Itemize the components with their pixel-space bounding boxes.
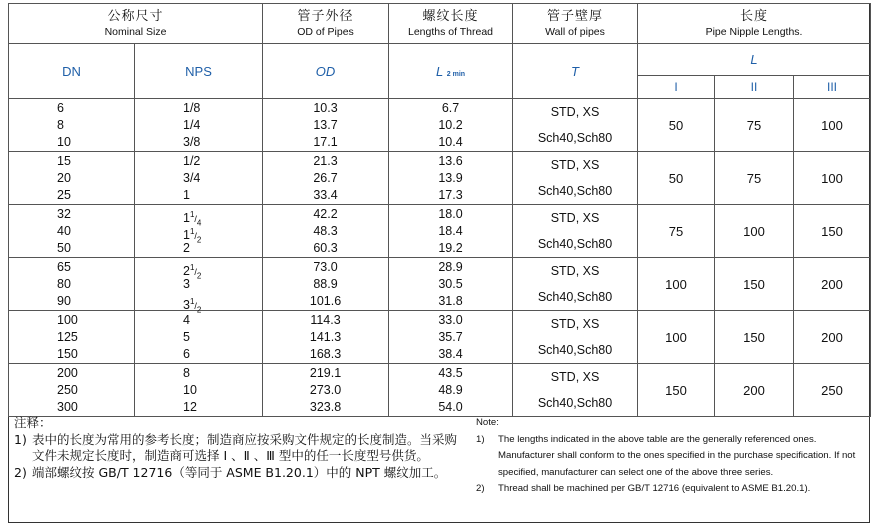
nps-cell-value: 8 (183, 365, 190, 380)
length-type-1-cell: 150 (638, 364, 715, 417)
nps-fraction-slash: / (194, 266, 197, 277)
type-1-header: I (638, 76, 715, 99)
nps-cell (135, 364, 263, 417)
nps-symbol: NPS (135, 44, 263, 99)
od-cell-value: 88.9 (313, 276, 338, 291)
length-type-1-cell: 100 (638, 258, 715, 311)
t-symbol-text: T (571, 63, 579, 79)
wall-value: STD, XS (550, 211, 600, 225)
od-cell-value: 26.7 (313, 170, 338, 185)
od-en: OD of Pipes (297, 26, 354, 38)
dn-cell-value: 300 (57, 399, 78, 414)
pipe-nipple-table (8, 3, 871, 417)
nps-cell-value: 3/4 (183, 170, 201, 185)
notes-section (8, 413, 870, 523)
t-symbol (513, 44, 638, 99)
wall-value: STD, XS (550, 264, 600, 278)
notes-zh-item-2-num: 2) (14, 464, 27, 480)
nps-fraction-numerator: 1 (189, 296, 195, 306)
l2-subscript: 2 min (446, 70, 466, 78)
nps-cell-value: 1/4 (183, 117, 201, 132)
length-type-3-cell: 100 (794, 152, 871, 205)
wall-value: Sch40,Sch80 (537, 343, 613, 357)
length-type-2-cell: 200 (715, 364, 794, 417)
od-cell-value: 10.3 (313, 100, 338, 115)
nps-cell-value: 1 (183, 187, 190, 202)
wall-cell (513, 258, 638, 311)
notes-en-item-1-text: The lengths indicated in the above table are the generally referenced ones. Manufacturer shall conform to the ones specified in the purchase specification. If not specified, manufacturer can select one of the above three series. (498, 433, 856, 478)
length-type-3-cell: 100 (794, 99, 871, 152)
notes-en-item-1 (476, 432, 866, 482)
dn-cell-value: 15 (57, 153, 71, 168)
dn-cell-value: 80 (57, 276, 71, 291)
nps-cell-value: 12 (183, 399, 197, 414)
od-symbol (263, 44, 389, 99)
thread-length-cell-value: 13.6 (438, 153, 463, 168)
od-cell-value: 323.8 (309, 399, 342, 414)
nps-cell-value: 10 (183, 382, 197, 397)
length-type-2-cell: 150 (715, 258, 794, 311)
nps-cell-value: 5 (183, 329, 190, 344)
nps-cell-value: 1/2 (183, 153, 201, 168)
nominal-size-en: Nominal Size (104, 26, 167, 38)
nps-cell-value (135, 259, 262, 281)
group-row (9, 205, 871, 258)
od-cell-value: 168.3 (309, 346, 342, 361)
notes-zh (14, 415, 469, 481)
length-type-1-cell: 50 (638, 99, 715, 152)
nps-fraction-numerator: 1 (189, 209, 195, 219)
nps-cell (135, 258, 263, 315)
thread-length-cell-value: 54.0 (438, 399, 463, 414)
thread-header (389, 4, 513, 44)
nps-fraction-denominator: 2 (196, 305, 202, 315)
od-cell-value: 73.0 (313, 259, 338, 274)
notes-zh-item-2 (14, 465, 469, 482)
thread-length-cell (389, 205, 513, 258)
thread-length-cell-value: 35.7 (438, 329, 463, 344)
thread-length-cell (389, 152, 513, 205)
group-row (9, 258, 871, 311)
nps-whole: 2 (183, 240, 190, 255)
thread-length-cell (389, 364, 513, 417)
wall-cell (513, 364, 638, 417)
od-cell-value: 33.4 (313, 187, 338, 202)
symbol-row (9, 44, 871, 76)
thread-en: Lengths of Thread (407, 26, 494, 38)
thread-length-cell-value: 6.7 (441, 100, 460, 115)
wall-zh: 管子壁厚 (547, 8, 604, 23)
thread-length-cell-value: 31.8 (438, 293, 463, 308)
dn-cell-value: 200 (57, 365, 78, 380)
l2-symbol (389, 44, 513, 99)
wall-cell (513, 152, 638, 205)
length-type-1-cell: 50 (638, 152, 715, 205)
wall-value: Sch40,Sch80 (537, 290, 613, 304)
nps-whole: 1 (183, 210, 190, 225)
od-cell (263, 311, 389, 364)
od-cell-value: 42.2 (313, 206, 338, 221)
dn-cell-value: 32 (57, 206, 71, 221)
group-row (9, 99, 871, 152)
wall-value: STD, XS (550, 105, 600, 119)
nps-fraction-numerator: 1 (189, 226, 195, 236)
notes-en-item-2-num: 2) (476, 483, 485, 494)
od-cell (263, 99, 389, 152)
thread-length-cell-value: 10.2 (438, 117, 463, 132)
notes-zh-item-1-num: 1) (14, 431, 27, 447)
wall-cell (513, 311, 638, 364)
wall-header (513, 4, 638, 44)
length-type-3-cell: 200 (794, 311, 871, 364)
nps-whole: 3 (183, 276, 190, 291)
nps-whole: 1 (183, 227, 190, 242)
dn-cell-value: 65 (57, 259, 71, 274)
nps-cell-value (135, 206, 262, 228)
od-cell-value: 13.7 (313, 117, 338, 132)
dn-cell-value: 6 (57, 100, 64, 115)
thread-length-cell-value: 10.4 (438, 134, 463, 149)
notes-zh-item-1-text: 表中的长度为常用的参考长度；制造商应按采购文件规定的长度制造。当采购文件未规定长度时，制造商可选择 Ⅰ 、Ⅱ 、Ⅲ 型中的任一长度型号供货。 (32, 431, 458, 463)
thread-length-cell (389, 99, 513, 152)
nps-cell-value: 3/8 (183, 134, 201, 149)
thread-length-cell-value: 28.9 (438, 259, 463, 274)
length-type-3-cell: 200 (794, 258, 871, 311)
thread-length-cell (389, 258, 513, 311)
l-symbol-text: L (750, 52, 758, 67)
notes-zh-title: 注释： (14, 415, 52, 430)
thread-zh: 螺纹长度 (422, 8, 479, 23)
thread-length-cell-value: 19.2 (438, 240, 463, 255)
notes-en-item-2-text: Thread shall be machined per GB/T 12716 (equivalent to ASME B1.20.1). (498, 483, 811, 494)
nps-fraction-denominator: 4 (196, 218, 202, 228)
dn-cell-value: 40 (57, 223, 71, 238)
dn-cell-value: 10 (57, 134, 71, 149)
length-type-2-cell: 75 (715, 99, 794, 152)
length-zh: 长度 (740, 8, 769, 23)
wall-cell (513, 205, 638, 258)
od-cell (263, 152, 389, 205)
dn-symbol: DN (9, 44, 135, 99)
group-row (9, 152, 871, 205)
notes-en (476, 415, 866, 498)
nps-cell-value (135, 293, 262, 315)
od-symbol-text: OD (315, 63, 336, 79)
notes-en-item-2 (476, 481, 866, 498)
thread-length-cell-value: 18.0 (438, 206, 463, 221)
wall-value: STD, XS (550, 317, 600, 331)
wall-cell (513, 99, 638, 152)
dn-cell (9, 205, 135, 258)
wall-value: Sch40,Sch80 (537, 237, 613, 251)
table-body (9, 99, 871, 417)
nps-cell-value: 6 (183, 346, 190, 361)
nps-whole: 2 (183, 263, 190, 278)
dn-cell (9, 152, 135, 205)
nps-fraction-denominator: 2 (196, 235, 202, 245)
wall-en: Wall of pipes (545, 26, 605, 38)
dn-cell-value: 20 (57, 170, 71, 185)
od-cell-value: 101.6 (309, 293, 342, 308)
dn-cell-value: 125 (57, 329, 78, 344)
nps-cell (135, 205, 263, 258)
wall-value: Sch40,Sch80 (537, 396, 613, 410)
thread-length-cell (389, 311, 513, 364)
thread-length-cell-value: 48.9 (438, 382, 463, 397)
type-3-header: III (794, 76, 871, 99)
od-cell (263, 258, 389, 311)
nps-cell (135, 311, 263, 364)
od-cell-value: 21.3 (313, 153, 338, 168)
od-cell-value: 273.0 (309, 382, 342, 397)
od-cell-value: 17.1 (313, 134, 338, 149)
wall-value: Sch40,Sch80 (537, 184, 613, 198)
length-type-1-cell: 75 (638, 205, 715, 258)
l2-symbol-text: L (435, 63, 444, 79)
od-header (263, 4, 389, 44)
nps-cell-value: 1/8 (183, 100, 201, 115)
nominal-size-zh: 公称尺寸 (107, 8, 164, 23)
nps-whole: 3 (183, 297, 190, 312)
nps-fraction-slash: / (194, 230, 197, 241)
od-cell-value: 114.3 (310, 312, 341, 327)
thread-length-cell-value: 43.5 (438, 365, 463, 380)
od-cell-value: 141.3 (309, 329, 342, 344)
dn-cell-value: 8 (57, 117, 64, 132)
wall-value: Sch40,Sch80 (537, 131, 613, 145)
dn-cell (9, 258, 135, 311)
wall-value: STD, XS (550, 370, 600, 384)
length-en: Pipe Nipple Lengths. (705, 26, 803, 38)
od-cell-value: 60.3 (313, 240, 338, 255)
type-2-header: II (715, 76, 794, 99)
dn-cell-value: 150 (57, 346, 78, 361)
od-cell (263, 205, 389, 258)
notes-zh-item-2-text: 端部螺纹按 GB/T 12716（等同于 ASME B1.20.1）中的 NPT 螺纹加工。 (32, 464, 447, 480)
thread-length-cell-value: 18.4 (438, 223, 463, 238)
thread-length-cell-value: 13.9 (438, 170, 463, 185)
nps-fraction-numerator: 1 (189, 262, 195, 272)
nominal-size-header (9, 4, 263, 44)
nps-cell-value (135, 223, 262, 245)
dn-cell-value: 50 (57, 240, 71, 255)
dn-cell (9, 99, 135, 152)
dn-cell-value: 90 (57, 293, 71, 308)
thread-length-cell-value: 38.4 (438, 346, 463, 361)
length-type-3-cell: 250 (794, 364, 871, 417)
l-symbol (638, 44, 871, 76)
header-row (9, 4, 871, 44)
length-type-2-cell: 100 (715, 205, 794, 258)
thread-length-cell-value: 33.0 (438, 312, 463, 327)
od-cell-value: 219.1 (309, 365, 342, 380)
notes-en-title: Note: (476, 417, 499, 428)
length-type-2-cell: 150 (715, 311, 794, 364)
dn-cell-value: 250 (57, 382, 78, 397)
nps-cell-value: 4 (183, 312, 190, 327)
nps-cell (135, 152, 263, 205)
notes-en-item-1-num: 1) (476, 433, 485, 445)
nps-cell (135, 99, 263, 152)
length-type-1-cell: 100 (638, 311, 715, 364)
thread-length-cell-value: 30.5 (438, 276, 463, 291)
dn-cell (9, 364, 135, 417)
wall-value: STD, XS (550, 158, 600, 172)
thread-length-cell-value: 17.3 (438, 187, 463, 202)
nps-fraction-slash: / (194, 213, 197, 224)
dn-cell (9, 311, 135, 364)
nps-fraction-denominator: 2 (196, 271, 202, 281)
od-cell (263, 364, 389, 417)
length-type-3-cell: 150 (794, 205, 871, 258)
nps-fraction-slash: / (194, 300, 197, 311)
od-cell-value: 48.3 (313, 223, 338, 238)
group-row (9, 364, 871, 417)
group-row (9, 311, 871, 364)
length-header (638, 4, 871, 44)
notes-zh-item-1 (14, 432, 469, 465)
od-zh: 管子外径 (297, 8, 354, 23)
length-type-2-cell: 75 (715, 152, 794, 205)
dn-cell-value: 25 (57, 187, 71, 202)
dn-cell-value: 100 (57, 312, 78, 327)
